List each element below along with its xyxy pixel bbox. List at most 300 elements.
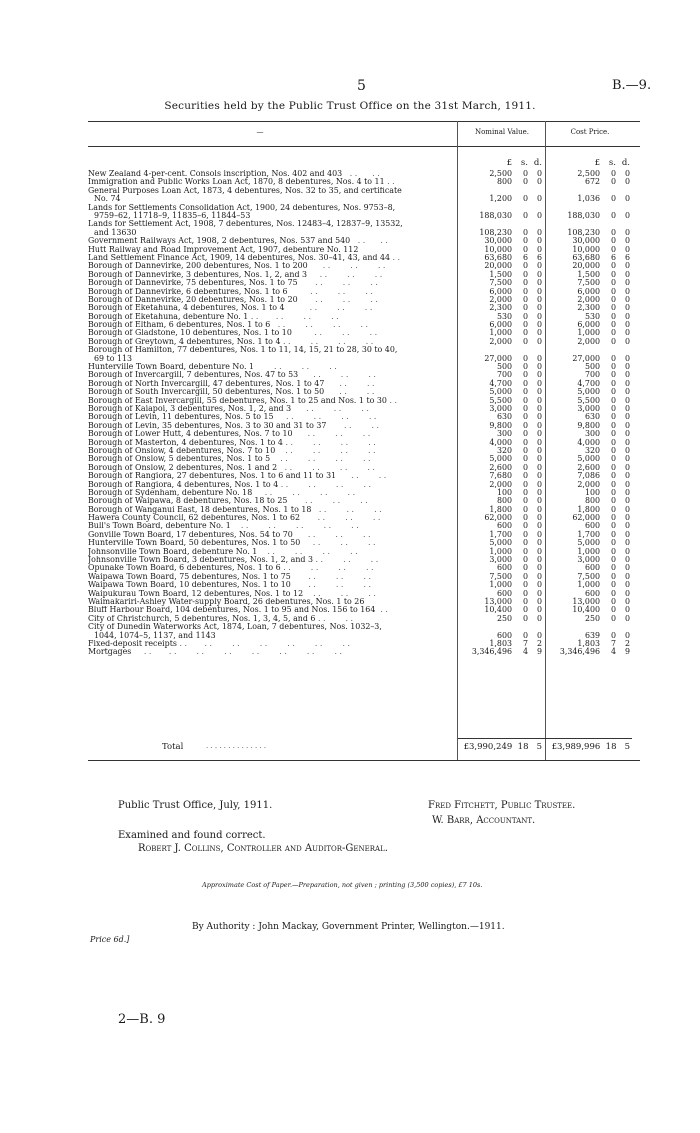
row-leaders: . . . . . . — [291, 329, 378, 338]
cost-pounds: 108,230 — [567, 227, 600, 237]
nominal-pence: 0 — [536, 227, 542, 237]
row-leaders: . . . . . . . . — [270, 321, 369, 330]
nominal-shillings: 0 — [522, 630, 528, 640]
row-description — [88, 481, 450, 489]
row-description — [88, 564, 450, 572]
row-description — [88, 539, 450, 547]
nominal-pounds: 1,800 — [489, 504, 512, 514]
nominal-shillings: 0 — [522, 320, 528, 330]
row-description — [88, 497, 450, 505]
cost-shillings: 0 — [610, 420, 616, 430]
cost-pounds: 2,000 — [577, 479, 600, 489]
cost-pounds: 4,700 — [577, 378, 600, 388]
nominal-shillings: 0 — [522, 563, 528, 573]
nominal-pounds: 320 — [496, 445, 512, 455]
nominal-pence: 0 — [536, 580, 542, 590]
cost-pounds: 6,000 — [577, 286, 600, 296]
row-description — [88, 329, 450, 337]
nominal-pounds: 530 — [496, 311, 512, 321]
nominal-pence: 0 — [536, 311, 542, 321]
nominal-shillings: 0 — [522, 462, 528, 472]
row-leaders: . . . . . . — [303, 589, 376, 598]
nominal-pence: 0 — [536, 538, 542, 548]
row-description-text: Borough of Rangiora, 4 debentures, Nos. 1 to 4 — [88, 480, 279, 489]
row-leaders: . . . . . . — [297, 295, 378, 304]
cost-pounds: 3,346,496 — [559, 647, 600, 657]
row-description-text: Borough of Lower Hutt, 4 debentures, Nos. 7 to 10 — [88, 430, 293, 439]
cost-shillings: 0 — [610, 580, 616, 590]
row-description — [88, 556, 450, 564]
nominal-pounds: 5,000 — [489, 454, 512, 464]
cost-pounds: 1,036 — [577, 194, 600, 204]
cost-pence: 0 — [624, 555, 630, 565]
cost-pence: 0 — [624, 278, 630, 288]
cost-pence: 0 — [624, 336, 630, 346]
row-description — [88, 439, 450, 447]
row-description-text: Borough of Greytown, 4 debentures, Nos. 1 to 4 — [88, 337, 281, 346]
row-description — [88, 590, 450, 598]
row-description — [88, 489, 450, 497]
printer-authority: By Authority : John Mackay, Government Printer, Wellington.—1911. — [192, 922, 505, 932]
row-description — [88, 422, 450, 430]
row-description — [88, 187, 450, 204]
row-description-text: Borough of Masterton, 4 debentures, Nos. 1 to 4 — [88, 438, 283, 447]
nominal-shillings: 0 — [522, 395, 528, 405]
nominal-pounds: 108,230 — [479, 227, 512, 237]
nominal-pounds: 600 — [496, 563, 512, 573]
cost-pence: 0 — [624, 244, 630, 254]
cost-shillings: 0 — [610, 303, 616, 313]
row-description-text: Johnsonville Town Board, 3 debentures, Nos. 1, 2, and 3 — [88, 556, 313, 565]
cost-shillings: 0 — [610, 227, 616, 237]
cost-shillings: 0 — [610, 555, 616, 565]
nominal-pounds: 6,000 — [489, 286, 512, 296]
table-row — [88, 288, 648, 296]
nominal-shillings: 0 — [522, 236, 528, 246]
securities-rows — [88, 170, 648, 657]
nominal-shillings: 4 — [522, 647, 528, 657]
nominal-pounds: 6,000 — [489, 320, 512, 330]
document-reference: B.—9. — [612, 78, 652, 93]
nominal-shillings: 0 — [522, 404, 528, 413]
row-description-text: Hawera County Council, 62 debentures, Nos. 1 to 62 — [88, 514, 301, 523]
table-row — [88, 397, 648, 405]
nominal-pence: 0 — [536, 328, 542, 338]
row-description-text: Borough of Eketahuna, debenture No. 1 — [88, 312, 249, 321]
nominal-pounds: 30,000 — [484, 236, 512, 246]
cost-pounds: 4,000 — [577, 437, 600, 447]
nominal-pence: 0 — [536, 462, 542, 472]
nominal-pounds: 4,700 — [489, 378, 512, 388]
cost-pence: 0 — [624, 177, 630, 187]
row-description-text: Borough of Dannevirke, 200 debentures, Nos. 1 to 200 — [88, 262, 308, 271]
row-leaders: . . . . — [350, 237, 388, 246]
nominal-shillings: 0 — [522, 479, 528, 489]
units-cost — [548, 158, 630, 168]
cost-pence: 0 — [624, 311, 630, 321]
nominal-shillings: 0 — [522, 504, 528, 514]
nominal-shillings: 0 — [522, 194, 528, 204]
cost-shillings: 0 — [610, 336, 616, 346]
cost-pence: 0 — [624, 378, 630, 388]
cost-pounds: 13,000 — [572, 596, 600, 606]
table-row — [88, 472, 648, 480]
nominal-pounds: 3,346,496 — [471, 647, 512, 657]
cost-pence: 0 — [624, 303, 630, 313]
nominal-pence: 0 — [536, 445, 542, 455]
nominal-pence: 0 — [536, 437, 542, 447]
table-row — [88, 170, 648, 178]
row-leaders: . . . . . . — [291, 405, 369, 413]
row-description — [88, 548, 450, 556]
nominal-pence: 0 — [536, 563, 542, 573]
nominal-pounds: 2,000 — [489, 294, 512, 304]
cost-shillings: 0 — [610, 404, 616, 413]
nominal-shillings: 0 — [522, 169, 528, 178]
row-description — [88, 346, 450, 363]
nominal-pence: 0 — [536, 555, 542, 565]
cost-pence: 0 — [624, 412, 630, 422]
row-description — [88, 363, 450, 371]
cost-pence: 0 — [624, 236, 630, 246]
total-label: Total — [162, 742, 184, 752]
cost-shillings: 0 — [610, 412, 616, 422]
nominal-pounds: 1,000 — [489, 580, 512, 590]
nominal-pence: 0 — [536, 395, 542, 405]
row-description-text: Borough of Eketahuna, 4 debentures, Nos. 1 to 4 — [88, 304, 285, 313]
nominal-pence: 9 — [536, 647, 542, 657]
nominal-shillings: 0 — [522, 278, 528, 288]
row-description-text: Mortgages — [88, 648, 132, 657]
nominal-shillings: 0 — [522, 471, 528, 481]
row-description-text: Borough of Onslow, 5 debentures, Nos. 1 to 5 — [88, 455, 271, 464]
cost-pence: 6 — [624, 252, 630, 262]
nominal-pence: 0 — [536, 521, 542, 531]
cost-pence: 0 — [624, 320, 630, 330]
cost-pence: 0 — [624, 513, 630, 523]
nominal-pence: 0 — [536, 169, 542, 178]
table-row — [88, 623, 648, 640]
row-description-text: Immigration and Public Works Loan Act, 1870, 8 debentures, Nos. 4 to 11 — [88, 178, 385, 187]
nominal-pounds: 1,500 — [489, 269, 512, 279]
cost-shillings: 0 — [610, 370, 616, 380]
nominal-shillings: 0 — [522, 303, 528, 313]
cost-pence: 0 — [624, 445, 630, 455]
cost-pence: 0 — [624, 227, 630, 237]
cost-pounds: 5,000 — [577, 454, 600, 464]
nominal-pounds: 1,700 — [489, 529, 512, 539]
row-leaders: . . . . . . — [300, 539, 376, 548]
nominal-pence: 0 — [536, 613, 542, 623]
nominal-pence: 0 — [536, 496, 542, 506]
row-description-text: Hunterville Town Board, debenture No. 1 — [88, 363, 254, 372]
row-description — [88, 371, 450, 379]
row-description — [88, 623, 450, 640]
printer-signature-mark: 2—B. 9 — [118, 1012, 166, 1027]
cost-shillings: 0 — [610, 538, 616, 548]
row-leaders: . . . . . . . . — [273, 413, 377, 422]
cost-shillings: 0 — [610, 529, 616, 539]
nominal-pence: 0 — [536, 429, 542, 439]
cost-shillings: 0 — [610, 588, 616, 598]
cost-shillings: 0 — [610, 236, 616, 246]
table-header-rule — [88, 146, 640, 147]
nominal-shillings: 0 — [522, 555, 528, 565]
cost-pounds: 63,680 — [572, 252, 600, 262]
table-row — [88, 371, 648, 379]
nominal-pounds: 1,200 — [489, 194, 512, 204]
nominal-shillings: 0 — [522, 261, 528, 271]
auditor-signature: Robert J. Collins, Controller and Auditor-General. — [138, 843, 388, 854]
unit-shillings: s. — [608, 158, 616, 168]
total-cost: £3,989,996 18 5 — [551, 742, 630, 752]
row-description-text: Borough of Levin, 35 debentures, Nos. 3 to 30 and 31 to 37 — [88, 421, 327, 430]
cost-pence: 0 — [624, 563, 630, 573]
page-number: 5 — [357, 78, 366, 94]
row-description — [88, 413, 450, 421]
cost-pence: 0 — [624, 605, 630, 615]
unit-pence: d. — [533, 158, 542, 168]
row-description — [88, 262, 450, 270]
row-description — [88, 254, 450, 262]
nominal-shillings: 0 — [522, 311, 528, 321]
nominal-pounds: 5,500 — [489, 395, 512, 405]
row-description — [88, 296, 450, 304]
cost-pence: 0 — [624, 496, 630, 506]
row-leaders: . . — [384, 178, 395, 187]
cost-shillings: 0 — [610, 454, 616, 464]
row-leaders: . . . . . . — [312, 556, 379, 565]
cost-shillings: 0 — [610, 353, 616, 363]
table-row — [88, 648, 648, 656]
row-leaders: . . . . . . . . — [280, 337, 374, 346]
table-row — [88, 455, 648, 463]
nominal-pounds: 3,000 — [489, 555, 512, 565]
cost-shillings: 0 — [610, 328, 616, 338]
row-description-text: Bull's Town Board, debenture No. 1 — [88, 522, 231, 531]
nominal-shillings: 7 — [522, 638, 528, 648]
cost-note: Approximate Cost of Paper.—Preparation, not given ; printing (3,500 copies), £7 10s. — [202, 881, 483, 889]
nominal-shillings: 0 — [522, 286, 528, 296]
cost-shillings: 0 — [610, 479, 616, 489]
row-description-text: Land Settlement Finance Act, 1909, 14 debentures, Nos. 30–41, 43, and 44 — [88, 253, 391, 262]
cost-shillings: 0 — [610, 311, 616, 321]
cost-shillings: 0 — [610, 269, 616, 279]
cost-shillings: 0 — [610, 521, 616, 531]
table-row — [88, 422, 648, 430]
nominal-pounds: 300 — [496, 429, 512, 439]
row-description-text: Borough of Invercargill, 7 debentures, Nos. 47 to 53 — [88, 371, 299, 380]
nominal-pence: 0 — [536, 487, 542, 497]
nominal-pence: 0 — [536, 353, 542, 363]
cost-pounds: 5,000 — [577, 387, 600, 397]
cost-pence: 0 — [624, 596, 630, 606]
nominal-pounds: 500 — [496, 362, 512, 372]
cost-pence: 0 — [624, 269, 630, 279]
row-description-text: Borough of Kaiapoi, 3 debentures, Nos. 1, 2, and 3 — [88, 405, 292, 413]
row-description-text: Borough of South Invercargill, 50 debentures, Nos. 1 to 50 — [88, 388, 325, 397]
row-description — [88, 271, 450, 279]
nominal-pence: 0 — [536, 278, 542, 288]
nominal-shillings: 0 — [522, 445, 528, 455]
cost-pounds: 1,000 — [577, 546, 600, 556]
row-description — [88, 606, 450, 614]
nominal-pounds: 63,680 — [484, 252, 512, 262]
nominal-pounds: 10,400 — [484, 605, 512, 615]
nominal-pounds: 2,000 — [489, 479, 512, 489]
units-nominal — [460, 158, 542, 168]
table-bottom-rule — [88, 760, 640, 761]
nominal-pence: 0 — [536, 471, 542, 481]
table-row — [88, 606, 648, 614]
row-leaders: . . . . . . — [307, 270, 383, 279]
table-row — [88, 237, 648, 245]
cost-shillings: 0 — [610, 462, 616, 472]
cost-pounds: 320 — [584, 445, 600, 455]
cost-shillings: 0 — [610, 504, 616, 514]
row-leaders: . . . . . . — [298, 371, 376, 380]
row-description — [88, 204, 450, 221]
row-description-text: Borough of Dannevirke, 20 debentures, Nos. 1 to 20 — [88, 295, 298, 304]
header-cost-price: Cost Price. — [570, 128, 610, 136]
cost-pence: 0 — [624, 546, 630, 556]
row-description — [88, 237, 450, 245]
table-row — [88, 296, 648, 304]
row-leaders: . . . . . . — [292, 430, 371, 439]
nominal-shillings: 0 — [522, 521, 528, 531]
row-description-text: City of Christchurch, 5 debentures, Nos. 1, 3, 4, 5, and 6 — [88, 614, 316, 623]
row-leaders: . . . . — [324, 388, 375, 397]
cost-pounds: 639 — [584, 630, 600, 640]
office-date: Public Trust Office, July, 1911. — [118, 800, 273, 811]
row-description — [88, 522, 450, 530]
nominal-shillings: 0 — [522, 588, 528, 598]
nominal-pounds: 27,000 — [484, 353, 512, 363]
cost-pounds: 6,000 — [577, 320, 600, 330]
nominal-pounds: 7,500 — [489, 278, 512, 288]
cost-pounds: 600 — [584, 563, 600, 573]
table-row — [88, 313, 648, 321]
cost-pounds: 27,000 — [572, 353, 600, 363]
table-row — [88, 564, 648, 572]
row-description-text: Waimakariri-Ashley Water-supply Board, 26 debentures, Nos. 1 to 26 — [88, 597, 365, 606]
cost-pounds: 1,000 — [577, 328, 600, 338]
nominal-shillings: 0 — [522, 513, 528, 523]
cost-pounds: 500 — [584, 362, 600, 372]
row-description-text: Bluff Harbour Board, 104 debentures, Nos. 1 to 95 and Nos. 156 to 164 — [88, 606, 376, 615]
nominal-pence: 0 — [536, 387, 542, 397]
cost-pounds: 250 — [584, 613, 600, 623]
cost-shillings: 0 — [610, 169, 616, 178]
nominal-pence: 0 — [536, 336, 542, 346]
row-description-continuation: No. 74 — [94, 194, 121, 204]
cost-shillings: 0 — [610, 605, 616, 615]
nominal-shillings: 0 — [522, 496, 528, 506]
row-description-text: Borough of Wanganui East, 18 debentures, Nos. 1 to 18 — [88, 505, 312, 514]
nominal-pence: 0 — [536, 269, 542, 279]
cost-shillings: 0 — [610, 362, 616, 372]
row-description-text: Waipawa Town Board, 75 debentures, Nos. 1 to 75 — [88, 572, 291, 581]
row-leaders: . . . . . . . . — [277, 463, 375, 472]
cost-pounds: 530 — [584, 311, 600, 321]
cost-shillings: 0 — [610, 177, 616, 187]
cost-pence: 0 — [624, 169, 630, 178]
cost-pence: 0 — [624, 454, 630, 464]
page-title: Securities held by the Public Trust Office on the 31st March, 1911. — [164, 100, 536, 112]
table-row — [88, 271, 648, 279]
row-leaders: . . . . . . — [297, 279, 378, 288]
row-leaders: . . . . . . — [253, 363, 337, 372]
table-row — [88, 506, 648, 514]
row-description-text: Borough of Dannevirke, 6 debentures, Nos. 1 to 6 — [88, 287, 288, 296]
row-description — [88, 640, 450, 648]
nominal-shillings: 6 — [522, 252, 528, 262]
nominal-shillings: 0 — [522, 538, 528, 548]
header-nominal-value: Nominal Value. — [474, 128, 530, 136]
row-description-text: Borough of North Invercargill, 47 debentures, Nos. 1 to 47 — [88, 379, 325, 388]
cost-pounds: 7,086 — [577, 471, 600, 481]
cost-shillings: 0 — [610, 387, 616, 397]
unit-shillings: s. — [520, 158, 528, 168]
nominal-shillings: 0 — [522, 244, 528, 254]
cost-pounds: 600 — [584, 521, 600, 531]
nominal-pounds: 5,000 — [489, 538, 512, 548]
cost-pounds: 5,500 — [577, 395, 600, 405]
row-leaders: . . . . . . . . . . — [230, 522, 359, 531]
table-row — [88, 447, 648, 455]
unit-pounds: £ — [506, 158, 512, 168]
cost-pounds: 672 — [584, 177, 600, 187]
row-description — [88, 304, 450, 312]
nominal-pence: 0 — [536, 479, 542, 489]
nominal-pounds: 100 — [496, 487, 512, 497]
table-row — [88, 548, 648, 556]
row-description — [88, 220, 450, 237]
cost-shillings: 0 — [610, 210, 616, 220]
nominal-pence: 2 — [536, 638, 542, 648]
nominal-shillings: 0 — [522, 210, 528, 220]
cost-pounds: 1,000 — [577, 580, 600, 590]
row-description — [88, 246, 450, 254]
nominal-pence: 0 — [536, 454, 542, 464]
row-description — [88, 170, 450, 178]
row-description — [88, 472, 450, 480]
row-description-text: Johnsonville Town Board, debenture No. 1 — [88, 547, 258, 556]
table-row — [88, 573, 648, 581]
nominal-shillings: 0 — [522, 546, 528, 556]
cost-pence: 0 — [624, 504, 630, 514]
table-top-rule — [88, 121, 640, 122]
row-leaders: . . . . . . . . — [275, 446, 376, 455]
nominal-shillings: 0 — [522, 387, 528, 397]
row-description — [88, 648, 450, 656]
nominal-pence: 0 — [536, 303, 542, 313]
table-row — [88, 598, 648, 606]
cost-pounds: 2,000 — [577, 294, 600, 304]
nominal-pence: 0 — [536, 244, 542, 254]
row-description-text: Borough of East Invercargill, 55 debentures, Nos. 1 to 25 and Nos. 1 to 30 — [88, 396, 387, 405]
table-row — [88, 329, 648, 337]
table-row — [88, 338, 648, 346]
cost-shillings: 0 — [610, 613, 616, 623]
cost-shillings: 0 — [610, 596, 616, 606]
nominal-shillings: 0 — [522, 362, 528, 372]
row-description-text: New Zealand 4-per-cent. Consols inscription, Nos. 402 and 403 — [88, 170, 343, 178]
cost-pence: 0 — [624, 429, 630, 439]
row-description-text: General Purposes Loan Act, 1873, 4 debentures, Nos. 32 to 35, and certificate — [88, 186, 402, 195]
cost-pounds: 2,300 — [577, 303, 600, 313]
nominal-pounds: 1,000 — [489, 546, 512, 556]
